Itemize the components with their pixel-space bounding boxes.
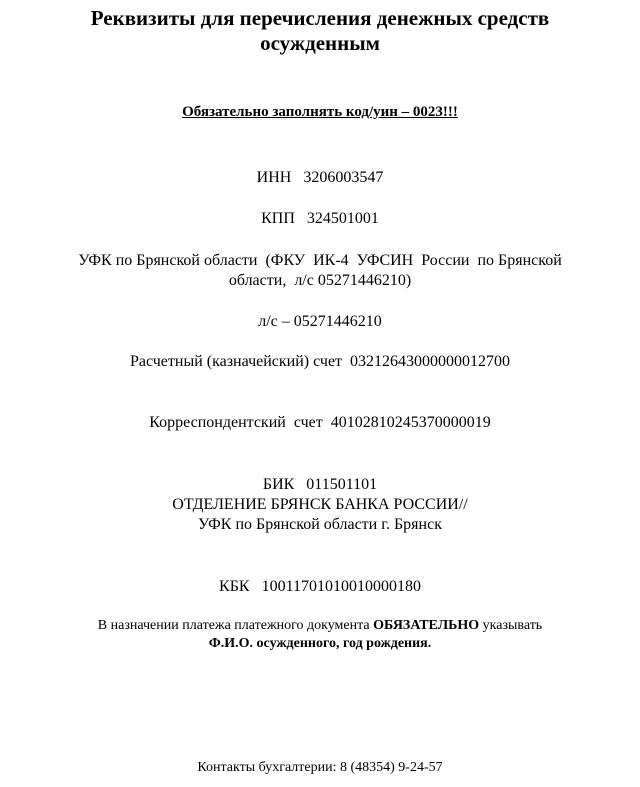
document-title-line-1: Реквизиты для перечисления денежных средств	[90, 6, 550, 30]
ufk-line-1: УФК по Брянской области (ФКУ ИК-4 УФСИН России по Брянской	[78, 252, 562, 269]
payment-note-emphasis: ОБЯЗАТЕЛЬНО	[373, 618, 480, 633]
payment-purpose-note-line-2: Ф.И.О. осужденного, год рождения.	[208, 636, 432, 651]
bik-line: БИК 011501101	[262, 476, 378, 493]
correspondent-account-line: Корреспондентский счет 40102810245370000019	[149, 414, 491, 431]
payment-note-suffix: указывать	[479, 618, 543, 633]
inn-line: ИНН 3206003547	[256, 169, 384, 186]
bank-name-line-2: УФК по Брянской области г. Брянск	[198, 516, 442, 533]
mandatory-code-notice: Обязательно заполнять код/уин – 0023!!!	[182, 104, 458, 120]
kpp-line: КПП 324501001	[261, 210, 379, 227]
accounting-contacts: Контакты бухгалтерии: 8 (48354) 9-24-57	[197, 760, 443, 775]
bank-name-line-1: ОТДЕЛЕНИЕ БРЯНСК БАНКА РОССИИ//	[172, 496, 468, 513]
personal-account-line: л/с – 05271446210	[258, 313, 382, 330]
ufk-line-2: области, л/с 05271446210)	[228, 272, 412, 289]
kbk-line: КБК 10011701010010000180	[219, 578, 421, 595]
document-title-line-2: осужденным	[260, 31, 380, 55]
payment-purpose-note-line-1	[0, 617, 640, 635]
payment-note-prefix: В назначении платежа платежного документа	[97, 618, 374, 633]
treasury-account-line: Расчетный (казначейский) счет 03212643000000012700	[129, 353, 511, 370]
